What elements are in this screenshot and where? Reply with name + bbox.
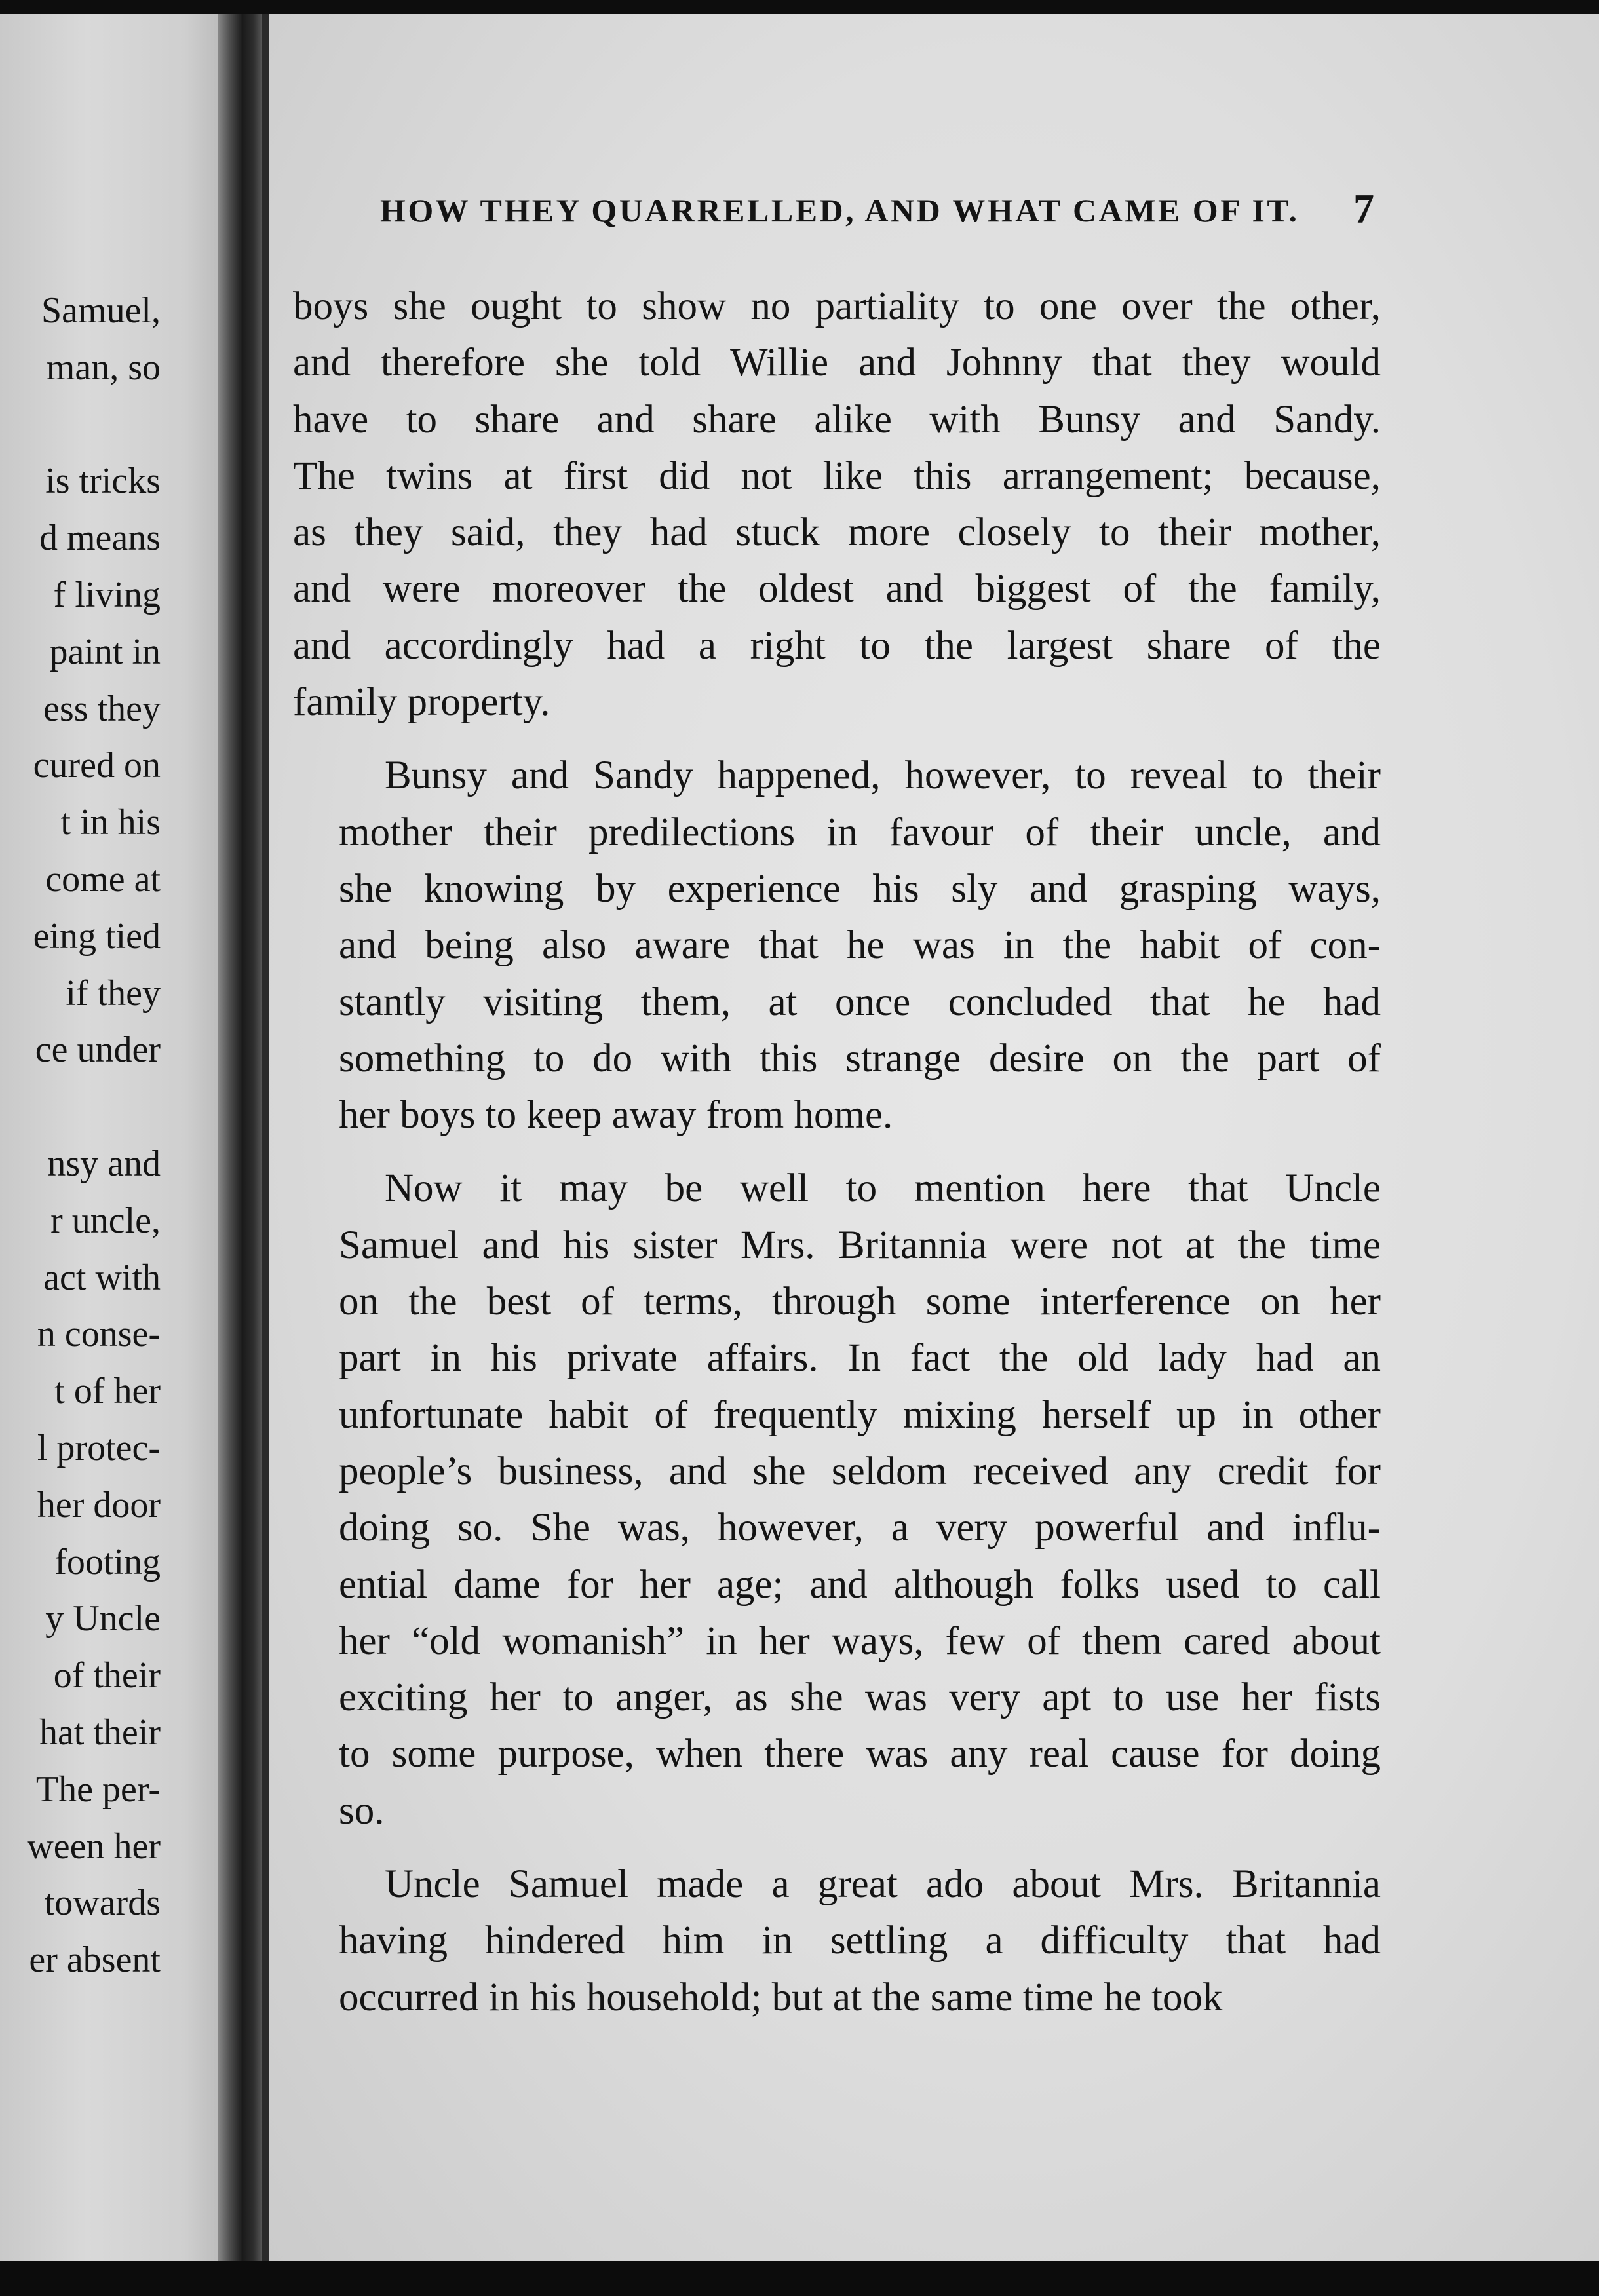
facing-page-line: f living xyxy=(53,574,161,615)
text-line: Now it may be well to mention here that Uncle xyxy=(385,1166,1381,1211)
text-line: and being also aware that he was in the habit of con- xyxy=(339,923,1381,968)
facing-page-line xyxy=(0,1079,161,1136)
text-line: her boys to keep away from home. xyxy=(339,1093,893,1138)
text-line: occurred in his household; but at the same time he took xyxy=(339,1975,1223,2019)
text-line: so. xyxy=(339,1788,385,1833)
text-line: Uncle Samuel made a great ado about Mrs. Britannia xyxy=(385,1862,1381,1907)
facing-page-line: n conse- xyxy=(37,1314,161,1355)
facing-page-line: if they xyxy=(66,972,161,1014)
text-line: boys she ought to show no partiality to one over the other, xyxy=(293,284,1381,328)
text-line: Bunsy and Sandy happened, however, to reveal to their xyxy=(385,754,1381,798)
paragraph xyxy=(293,1856,1381,2026)
text-line: her “old womanish” in her ways, few of them cared about xyxy=(339,1618,1381,1663)
text-line: family property. xyxy=(293,680,550,725)
text-line: part in his private affairs. In fact the old lady had an xyxy=(339,1336,1381,1381)
text-line: people’s business, and she seldom received any credit for xyxy=(339,1449,1381,1493)
facing-page-line: t in his xyxy=(60,802,161,843)
facing-page-left xyxy=(0,14,218,2261)
paragraph xyxy=(293,748,1381,1143)
facing-page-line: act with xyxy=(43,1257,161,1298)
text-line: mother their predilections in favour of their uncle, and xyxy=(339,810,1381,854)
text-line: she knowing by experience his sly and grasping ways, xyxy=(339,866,1381,911)
text-line: having hindered him in settling a difficulty that had xyxy=(339,1919,1381,1963)
facing-page-line: man, so xyxy=(46,347,161,388)
facing-page-line: paint in xyxy=(49,631,161,672)
facing-page-line: nsy and xyxy=(47,1143,161,1184)
text-line: to some purpose, when there was any real cause for doing xyxy=(339,1732,1381,1776)
text-line: The twins at first did not like this arrangement; because, xyxy=(293,453,1381,498)
facing-page-line: d means xyxy=(39,518,161,559)
facing-page-line: eing tied xyxy=(33,915,161,957)
text-line: have to share and share alike with Bunsy and Sandy. xyxy=(293,397,1381,442)
facing-page-line: ce under xyxy=(35,1029,161,1071)
running-head xyxy=(380,185,1374,244)
text-line: and accordingly had a right to the largest share of the xyxy=(293,623,1381,668)
text-line: stantly visiting them, at once concluded that he had xyxy=(339,980,1381,1024)
running-head-title: HOW THEY QUARRELLED, AND WHAT CAME OF IT. xyxy=(380,192,1300,229)
text-line: on the best of terms, through some interference on her xyxy=(339,1280,1381,1324)
facing-page-line: her door xyxy=(37,1484,161,1525)
facing-page-line: t of her xyxy=(54,1371,161,1412)
facing-page-line: is tricks xyxy=(45,461,161,502)
facing-page-text xyxy=(0,282,161,1989)
facing-page-line: r uncle, xyxy=(50,1200,161,1241)
facing-page-line: ween her xyxy=(27,1826,161,1867)
paragraph xyxy=(293,278,1381,731)
text-line: ential dame for her age; and although folks used to call xyxy=(339,1562,1381,1607)
text-line: exciting her to anger, as she was very apt to use her fists xyxy=(339,1675,1381,1720)
paragraph xyxy=(293,1160,1381,1839)
facing-page-line: l protec- xyxy=(37,1427,161,1468)
facing-page-line: footing xyxy=(54,1541,161,1582)
text-line: Samuel and his sister Mrs. Britannia were not at the time xyxy=(339,1223,1381,1267)
facing-page-line: er absent xyxy=(29,1940,161,1981)
page-body-text xyxy=(293,278,1381,2026)
text-line: and therefore she told Willie and Johnny that they would xyxy=(293,341,1381,385)
scan-bottom-edge xyxy=(0,2261,1599,2296)
facing-page-line: towards xyxy=(44,1883,161,1924)
facing-page-line: of their xyxy=(53,1655,161,1696)
page-number: 7 xyxy=(1353,185,1374,232)
facing-page-line: Samuel, xyxy=(41,290,161,331)
facing-page-line xyxy=(0,396,161,453)
facing-page-line: y Uncle xyxy=(45,1598,161,1639)
text-line: as they said, they had stuck more closely to their mother, xyxy=(293,510,1381,555)
text-line: unfortunate habit of frequently mixing herself up in other xyxy=(339,1392,1381,1437)
scan-top-edge xyxy=(0,0,1599,14)
text-line: something to do with this strange desire on the part of xyxy=(339,1036,1381,1081)
text-line: doing so. She was, however, a very powerful and influ- xyxy=(339,1506,1381,1550)
facing-page-line: hat their xyxy=(39,1712,161,1753)
facing-page-line: The per- xyxy=(35,1769,161,1810)
text-line: and were moreover the oldest and biggest of the family, xyxy=(293,567,1381,611)
facing-page-line: ess they xyxy=(43,688,161,729)
facing-page-line: come at xyxy=(45,858,161,900)
facing-page-line: cured on xyxy=(33,745,161,786)
